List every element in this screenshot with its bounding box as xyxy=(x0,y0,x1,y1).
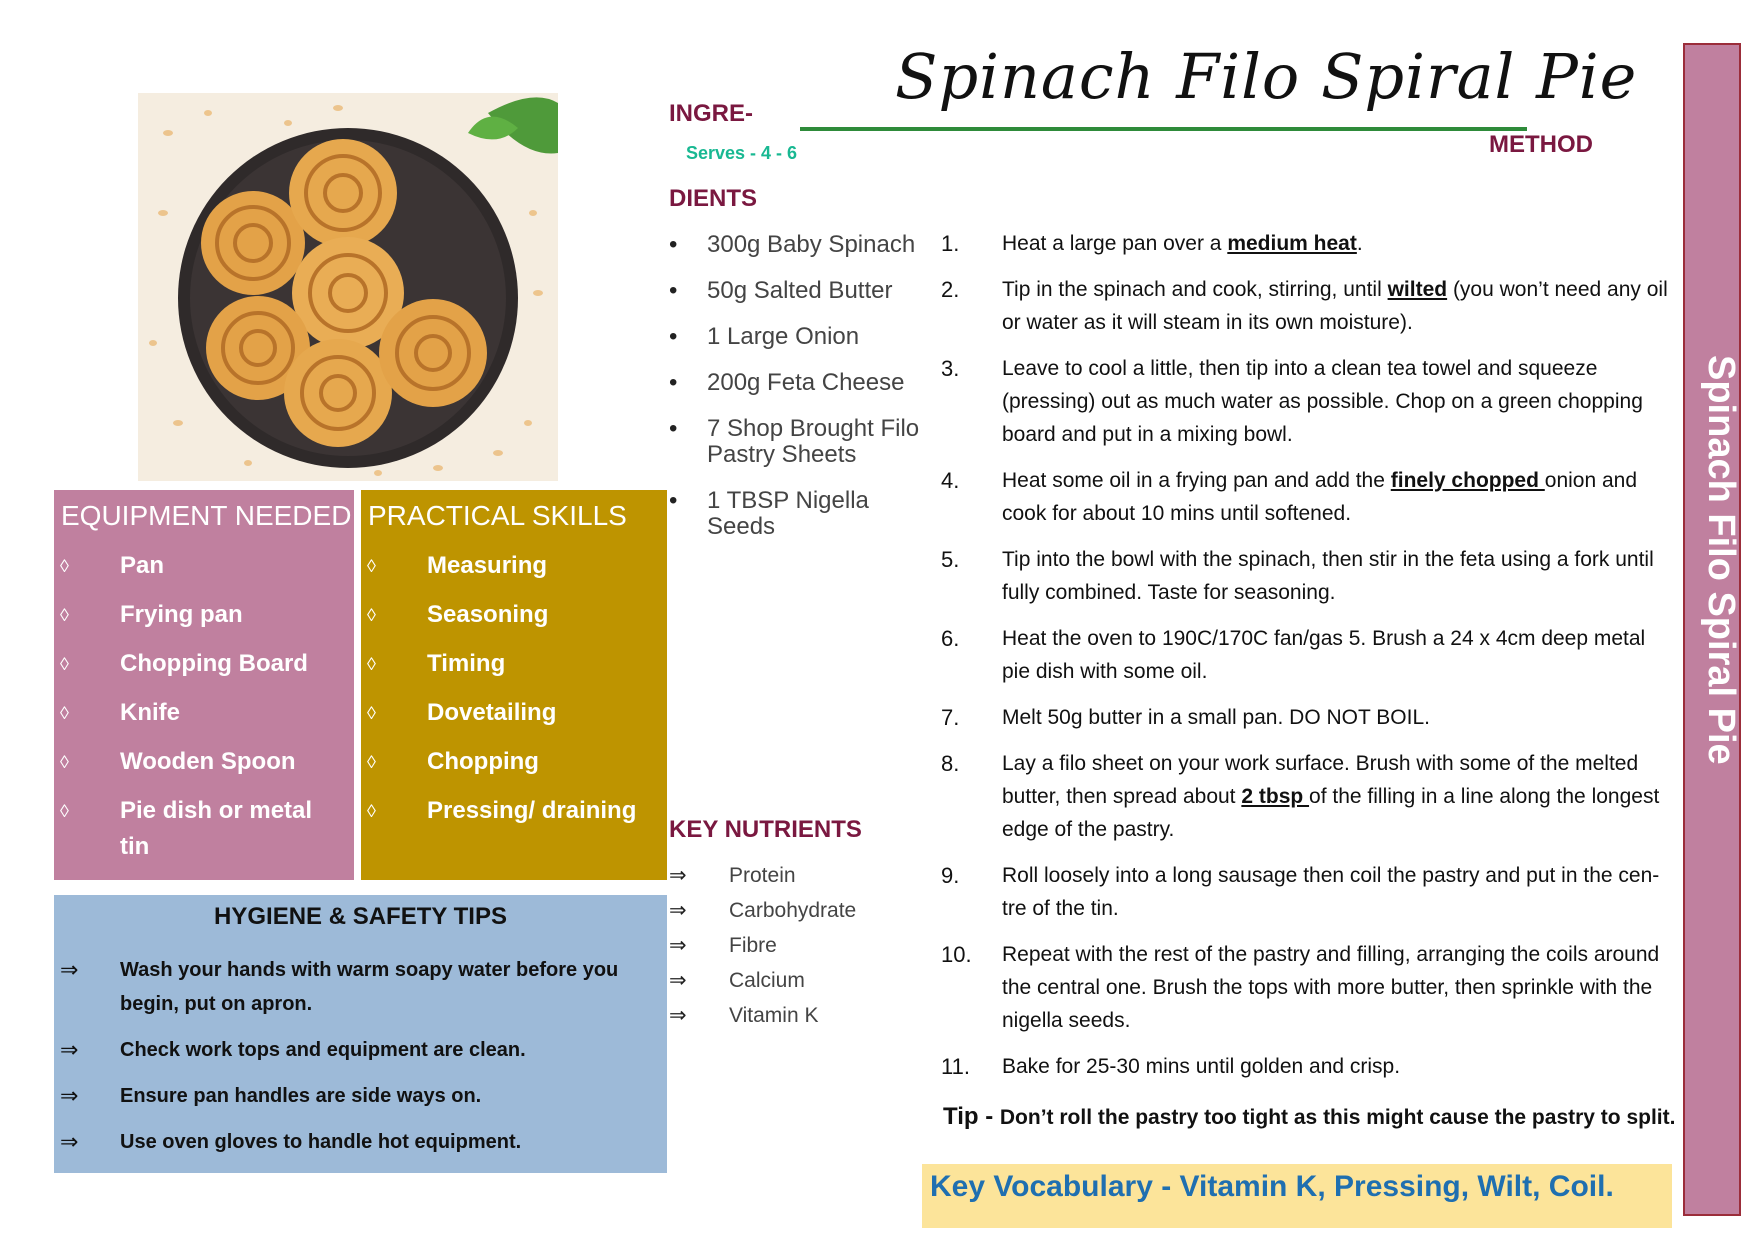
step-text: Heat some oil in a frying pan and add the xyxy=(1002,469,1391,492)
hygiene-item: ⇒ Check work tops and equipment are clean. xyxy=(54,1033,667,1067)
title-underline xyxy=(800,127,1527,131)
method-step xyxy=(941,352,1675,451)
recipe-title: Spinach Filo Spiral Pie xyxy=(895,40,1638,113)
equipment-heading: EQUIPMENT NEEDED xyxy=(61,500,352,531)
nutrient-item: ⇒ Protein xyxy=(669,862,856,889)
pie-illustration xyxy=(138,93,558,481)
ingredient-item: • 1 Large Onion xyxy=(665,324,935,350)
method-step xyxy=(941,701,1675,734)
nutrient-item: ⇒ Carbohydrate xyxy=(669,897,856,924)
ingredient-item: • 7 Shop Brought Filo Pastry Sheets xyxy=(665,416,935,468)
ingredient-item: • 50g Salted Butter xyxy=(665,278,935,304)
step-number: 4. xyxy=(941,468,960,493)
method-step xyxy=(941,622,1675,688)
step-text: Tip in the spinach and cook, stirring, until xyxy=(1002,278,1388,301)
step-number: 7. xyxy=(941,705,960,730)
step-text: Melt 50g butter in a small pan. DO NOT BOIL. xyxy=(1002,706,1430,729)
equipment-item: ◊ Pie dish or metal tin xyxy=(54,793,354,865)
step-text: Heat the oven to 190C/170C fan/gas 5. Brush a 24 x 4cm deep metal pie dish with some oil. xyxy=(1002,627,1646,683)
ingredient-item: • 300g Baby Spinach xyxy=(665,232,935,258)
skill-item: ◊ Pressing/ draining xyxy=(361,793,667,829)
equipment-item: ◊ Frying pan xyxy=(54,597,354,633)
equipment-item: ◊ Pan xyxy=(54,548,354,584)
nutrient-item: ⇒ Vitamin K xyxy=(669,1002,856,1029)
method-step xyxy=(941,938,1675,1037)
skills-heading: PRACTICAL SKILLS xyxy=(368,500,627,531)
skill-item: ◊ Timing xyxy=(361,646,667,682)
side-title-bar xyxy=(1683,43,1741,1216)
vocabulary-box xyxy=(922,1164,1672,1228)
serves-label: Serves - 4 - 6 xyxy=(686,143,798,163)
step-text: Bake for 25-30 mins until golden and crisp. xyxy=(1002,1055,1401,1078)
step-number: 9. xyxy=(941,863,960,888)
method-step xyxy=(941,543,1675,609)
skill-item: ◊ Dovetailing xyxy=(361,695,667,731)
step-key-term: wilted xyxy=(1387,278,1448,301)
step-text: (you won’t need any oil or water as it will steam in its own moisture). xyxy=(1002,278,1668,334)
step-text: of the filling in a line along the longest edge of the pastry. xyxy=(1002,785,1660,841)
step-number: 11. xyxy=(941,1054,970,1079)
nutrients-list xyxy=(669,862,856,1037)
vocabulary-text: Key Vocabulary - Vitamin K, Pressing, Wilt, Coil. xyxy=(930,1170,1614,1203)
equipment-panel xyxy=(54,490,354,880)
step-key-term: medium heat xyxy=(1227,232,1357,255)
step-number: 1. xyxy=(941,231,960,256)
skill-item: ◊ Seasoning xyxy=(361,597,667,633)
step-number: 3. xyxy=(941,356,960,381)
step-key-term: finely chopped xyxy=(1390,469,1545,492)
pie-photo xyxy=(138,93,558,481)
method-steps xyxy=(941,227,1675,1096)
method-step xyxy=(941,747,1675,846)
method-step xyxy=(941,1050,1675,1083)
method-step xyxy=(941,273,1675,339)
nutrient-item: ⇒ Fibre xyxy=(669,932,856,959)
nutrient-item: ⇒ Calcium xyxy=(669,967,856,994)
nutrients-heading: KEY NUTRIENTS xyxy=(669,816,862,843)
step-number: 2. xyxy=(941,277,960,302)
hygiene-panel xyxy=(54,895,667,1173)
skills-list xyxy=(361,548,667,842)
hygiene-list xyxy=(54,953,667,1171)
side-title: Spinach Filo Spiral Pie xyxy=(1700,355,1742,765)
equipment-item: ◊ Chopping Board xyxy=(54,646,354,682)
step-number: 5. xyxy=(941,547,960,572)
step-number: 6. xyxy=(941,626,960,651)
method-heading: METHOD xyxy=(1489,131,1593,158)
equipment-list xyxy=(54,548,354,878)
method-step xyxy=(941,227,1675,260)
ingredients-heading-part1: INGRE- xyxy=(669,100,753,127)
step-text: Lay a filo sheet on your work surface. Brush with some of the melted butter, then spread about xyxy=(1002,752,1639,808)
equipment-item: ◊ Wooden Spoon xyxy=(54,744,354,780)
method-step xyxy=(941,464,1675,530)
skills-panel xyxy=(361,490,667,880)
tip-text: Don’t roll the pastry too tight as this might cause the pastry to split. xyxy=(999,1106,1676,1129)
step-key-term: 2 tbsp xyxy=(1241,785,1310,808)
tip-label: Tip - xyxy=(943,1103,1000,1130)
step-text: Roll loosely into a long sausage then coil the pastry and put in the cen-tre of the tin. xyxy=(1002,864,1660,920)
hygiene-item: ⇒ Wash your hands with warm soapy water before you begin, put on apron. xyxy=(54,953,667,1021)
step-text: Repeat with the rest of the pastry and filling, arranging the coils around the central one. Brush the tops with more butter, then sprinkle with the nigella seeds. xyxy=(1002,943,1660,1032)
ingredients-heading-part2: DIENTS xyxy=(669,185,758,212)
step-number: 10. xyxy=(941,942,972,967)
hygiene-heading: HYGIENE & SAFETY TIPS xyxy=(214,903,507,930)
ingredient-item: • 1 TBSP Nigella Seeds xyxy=(665,488,935,540)
method-step xyxy=(941,859,1675,925)
skill-item: ◊ Chopping xyxy=(361,744,667,780)
skill-item: ◊ Measuring xyxy=(361,548,667,584)
step-text: . xyxy=(1356,232,1363,255)
step-number: 8. xyxy=(941,751,960,776)
ingredients-list xyxy=(665,232,935,560)
hygiene-item: ⇒ Ensure pan handles are side ways on. xyxy=(54,1079,667,1113)
tip-line xyxy=(943,1103,1683,1131)
step-text: Leave to cool a little, then tip into a clean tea towel and squeeze (pressing) out as much water as possible. Chop on a green chopping board and put in a mixing bowl. xyxy=(1002,357,1643,446)
ingredient-item: • 200g Feta Cheese xyxy=(665,370,935,396)
step-text: Tip into the bowl with the spinach, then stir in the feta using a fork until fully combined. Taste for seasoning. xyxy=(1002,548,1654,604)
step-text: Heat a large pan over a xyxy=(1002,232,1228,255)
hygiene-item: ⇒ Use oven gloves to handle hot equipment. xyxy=(54,1125,667,1159)
step-text: onion and cook for about 10 mins until softened. xyxy=(1002,469,1638,525)
equipment-item: ◊ Knife xyxy=(54,695,354,731)
